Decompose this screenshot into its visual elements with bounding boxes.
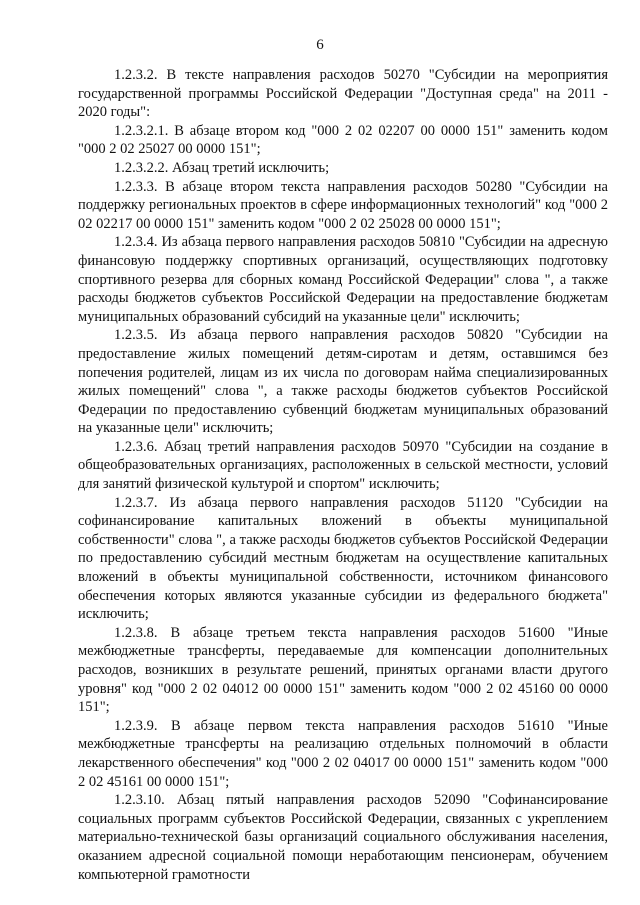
paragraph-1-2-3-2-1: 1.2.3.2.1. В абзаце втором код "000 2 02 02207 00 0000 151" заменить кодом "000 2 02 25027 00 0000 151"; (78, 122, 608, 158)
paragraph-1-2-3-5: 1.2.3.5. Из абзаца первого направления расходов 50820 "Субсидии на предоставление жилых помещений детям-сиротам и детям, оставшимся без попечения родителей, лицам из их числа по договорам найма специализированных жилых помещений" слова ", а также расходы бюджетов субъектов Российской Федерации по предоставлению субвенций бюджетам муниципальных образований на указанные цели" исключить; (78, 327, 608, 437)
paragraph-1-2-3-4: 1.2.3.4. Из абзаца первого направления расходов 50810 "Субсидии на адресную финансовую поддержку спортивных организаций, осуществляющих подготовку спортивного резерва для сборных команд Российской Федерации" слова ", а также расходы бюджетов субъектов Российской Федерации на предоставление бюджетам муниципальных образований субсидий на указанные цели" исключить; (78, 234, 608, 325)
paragraph-1-2-3-3: 1.2.3.3. В абзаце втором текста направления расходов 50280 "Субсидии на поддержку региональных проектов в сфере информационных технологий" код "000 2 02 02217 00 0000 151" заменить кодом "000 2 02 25028 00 0000 151"; (78, 178, 608, 232)
paragraph-1-2-3-6: 1.2.3.6. Абзац третий направления расходов 50970 "Субсидии на создание в общеобразовательных организациях, расположенных в сельской местности, условий для занятий физической культурой и спортом" исключить; (78, 438, 608, 493)
document-body (78, 66, 608, 884)
paragraph-1-2-3-9: 1.2.3.9. В абзаце первом текста направления расходов 51610 "Иные межбюджетные трансферты на реализацию отдельных полномочий в области лекарственного обеспечения" код "000 2 02 04017 00 0000 151" заменить кодом "000 2 02 45161 00 0000 151"; (78, 717, 608, 790)
paragraph-1-2-3-7: 1.2.3.7. Из абзаца первого направления расходов 51120 "Субсидии на софинансирование капитальных вложений в объекты муниципальной собственности" слова ", а также расходы бюджетов субъектов Российской Федерации по предоставлению субсидий местным бюджетам на осуществление капитальных вложений в объекты муниципальной собственности, источником финансового обеспечения которых являются указанные субсидии из федерального бюджета" исключить; (78, 494, 608, 623)
page-number: 6 (316, 37, 324, 53)
paragraph-1-2-3-8: 1.2.3.8. В абзаце третьем текста направления расходов 51600 "Иные межбюджетные трансферты, передаваемые для компенсации дополнительных расходов, возникших в результате решений, принятых органами власти другого уровня" код "000 2 02 04012 00 0000 151" заменить кодом "000 2 02 45160 00 0000 151"; (78, 624, 608, 716)
paragraph-1-2-3-10: 1.2.3.10. Абзац пятый направления расходов 52090 "Софинансирование социальных программ субъектов Российской Федерации, связанных с укреплением материально-технической базы организаций социального обслуживания населения, оказанием адресной социальной помощи неработающим пенсионерам, обучением компьютерной грамотности (78, 792, 608, 883)
paragraph-1-2-3-2: 1.2.3.2. В тексте направления расходов 50270 "Субсидии на мероприятия государственной программы Российской Федерации "Доступная среда" на 2011 - 2020 годы": (78, 67, 608, 121)
paragraph-1-2-3-2-2: 1.2.3.2.2. Абзац третий исключить; (114, 159, 330, 176)
